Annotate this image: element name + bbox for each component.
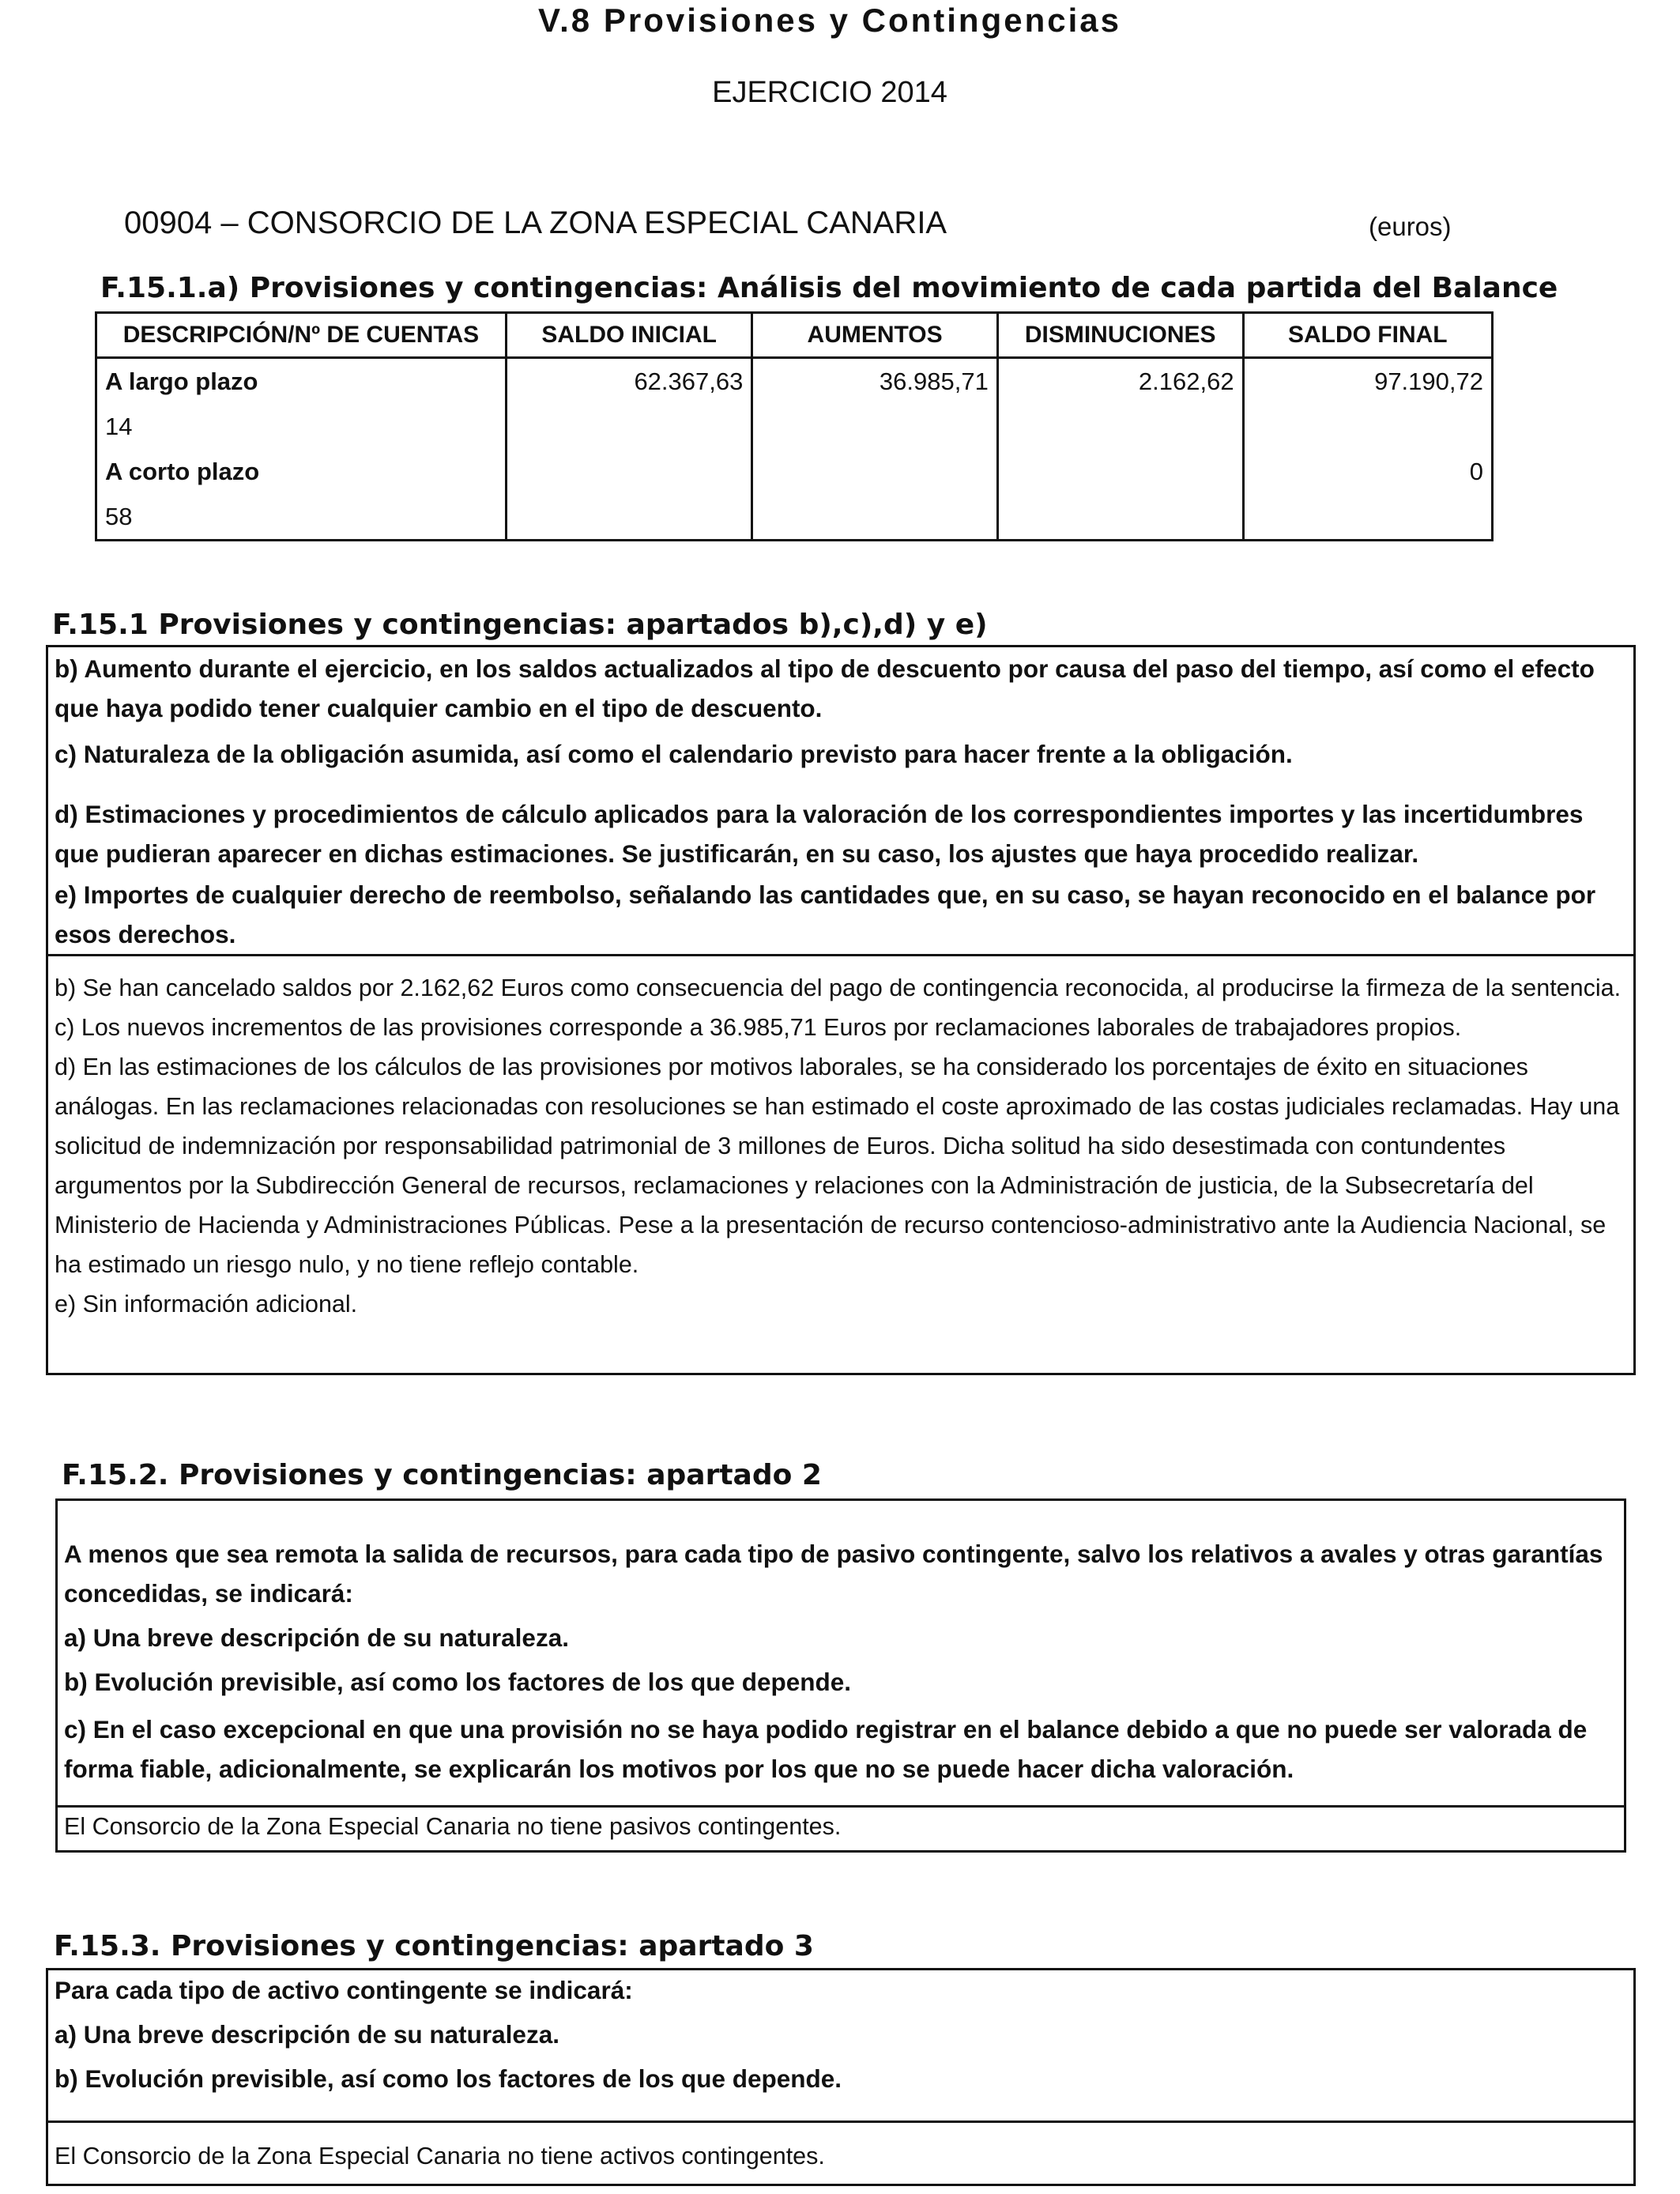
movement-table xyxy=(95,311,1494,541)
col-header-description: DESCRIPCIÓN/Nº DE CUENTAS xyxy=(96,313,507,358)
section-2-answer-box xyxy=(55,1805,1626,1853)
cell-disminuciones xyxy=(997,494,1243,541)
table-row xyxy=(96,358,1493,405)
row-desc: 14 xyxy=(96,404,507,449)
section-2-title: F.15.2. Provisiones y contingencias: apartado 2 xyxy=(62,1459,822,1491)
question-e: e) Importes de cualquier derecho de reembolso, señalando las cantidades que, en su caso, se hayan reconocido en el balance por esos derechos. xyxy=(55,880,1596,948)
section-2-questions-box xyxy=(55,1498,1626,1808)
section-2-item-a: a) Una breve descripción de su naturaleza. xyxy=(64,1623,569,1652)
section-3-answer: El Consorcio de la Zona Especial Canaria no tiene activos contingentes. xyxy=(55,2143,825,2169)
question-d: d) Estimaciones y procedimientos de cálculo aplicados para la valoración de los correspondientes importes y las incertidumbres que pudieran aparecer en dichas estimaciones. Se justificarán, en su caso, los ajustes que haya procedido realizar. xyxy=(55,800,1584,868)
col-header-disminuciones: DISMINUCIONES xyxy=(997,313,1243,358)
question-b: b) Aumento durante el ejercicio, en los saldos actualizados al tipo de descuento por causa del paso del tiempo, así como el efecto que haya podido tener cualquier cambio en el tipo de descuento. xyxy=(55,654,1595,722)
table-row xyxy=(96,449,1493,494)
cell-aumentos xyxy=(752,494,997,541)
section-2-answer: El Consorcio de la Zona Especial Canaria no tiene pasivos contingentes. xyxy=(64,1813,842,1840)
cell-saldo-final xyxy=(1243,494,1492,541)
cell-saldo-final: 97.190,72 xyxy=(1243,358,1492,405)
page-title: V.8 Provisiones y Contingencias xyxy=(537,2,1121,39)
section-2-item-c: c) En el caso excepcional en que una provisión no se haya podido registrar en el balance debido a que no puede ser valorada de forma fiable, adicionalmente, se explicarán los motivos por los que no se puede hacer dicha valoración. xyxy=(64,1715,1588,1783)
section-3-divider xyxy=(48,2120,1633,2123)
section-3-item-a: a) Una breve descripción de su naturaleza. xyxy=(55,2020,559,2049)
cell-aumentos xyxy=(752,449,997,494)
section-3-box xyxy=(46,1968,1636,2186)
cell-disminuciones xyxy=(997,404,1243,449)
cell-saldo-inicial xyxy=(506,404,751,449)
table-row xyxy=(96,494,1493,541)
section-2-intro: A menos que sea remota la salida de recursos, para cada tipo de pasivo contingente, salvo los relativos a avales y otras garantías concedidas, se indicará: xyxy=(64,1540,1603,1608)
fiscal-year: EJERCICIO 2014 xyxy=(712,76,947,109)
col-header-saldo-inicial: SALDO INICIAL xyxy=(506,313,751,358)
cell-saldo-final: 0 xyxy=(1243,449,1492,494)
cell-disminuciones xyxy=(997,449,1243,494)
answer-c: c) Los nuevos incrementos de las provisiones corresponde a 36.985,71 Euros por reclamaciones laborales de trabajadores propios. xyxy=(55,1014,1462,1041)
col-header-aumentos: AUMENTOS xyxy=(752,313,997,358)
answer-b: b) Se han cancelado saldos por 2.162,62 Euros como consecuencia del pago de contingencia reconocida, al producirse la firmeza de la sentencia. xyxy=(55,974,1622,1001)
row-desc: A largo plazo xyxy=(96,358,507,405)
col-header-saldo-final: SALDO FINAL xyxy=(1243,313,1492,358)
section-3-intro: Para cada tipo de activo contingente se indicará: xyxy=(55,1976,633,2004)
question-c: c) Naturaleza de la obligación asumida, así como el calendario previsto para hacer frente a la obligación. xyxy=(55,740,1293,768)
cell-saldo-inicial xyxy=(506,494,751,541)
cell-saldo-final xyxy=(1243,404,1492,449)
section-b-answers-box xyxy=(46,954,1636,1375)
currency-label: (euros) xyxy=(1369,212,1452,241)
section-3-title: F.15.3. Provisiones y contingencias: apartado 3 xyxy=(54,1930,814,1962)
section-b-title: F.15.1 Provisiones y contingencias: apartados b),c),d) y e) xyxy=(52,609,988,641)
entity-name: 00904 – CONSORCIO DE LA ZONA ESPECIAL CANARIA xyxy=(124,205,947,240)
row-desc: 58 xyxy=(96,494,507,541)
row-desc: A corto plazo xyxy=(96,449,507,494)
cell-aumentos: 36.985,71 xyxy=(752,358,997,405)
section-2-item-b: b) Evolución previsible, así como los factores de los que depende. xyxy=(64,1668,852,1696)
section-b-questions-box xyxy=(46,645,1636,956)
cell-saldo-inicial: 62.367,63 xyxy=(506,358,751,405)
answer-e: e) Sin información adicional. xyxy=(55,1291,358,1318)
answer-d: d) En las estimaciones de los cálculos de las provisiones por motivos laborales, se ha considerado los porcentajes de éxito en situaciones análogas. En las reclamaciones relacionadas con resoluciones se han estimado el coste aproximado de las costas judiciales reclamadas. Hay una solicitud de indemnización por responsabilidad patrimonial de 3 millones de Euros. Dicha solitud ha sido desestimada con contundentes argumentos por la Subdirección General de recursos, reclamaciones y relaciones con la Administración de justicia, de la Subsecretaría del Ministerio de Hacienda y Administraciones Públicas. Pese a la presentación de recurso contencioso-administrativo ante la Audiencia Nacional, se ha estimado un riesgo nulo, y no tiene reflejo contable. xyxy=(55,1054,1620,1278)
section-a-title: F.15.1.a) Provisiones y contingencias: Análisis del movimiento de cada partida del Balance xyxy=(100,272,1558,304)
table-header-row xyxy=(96,313,1493,358)
cell-saldo-inicial xyxy=(506,449,751,494)
cell-aumentos xyxy=(752,404,997,449)
section-3-item-b: b) Evolución previsible, así como los factores de los que depende. xyxy=(55,2064,842,2093)
table-row xyxy=(96,404,1493,449)
cell-disminuciones: 2.162,62 xyxy=(997,358,1243,405)
